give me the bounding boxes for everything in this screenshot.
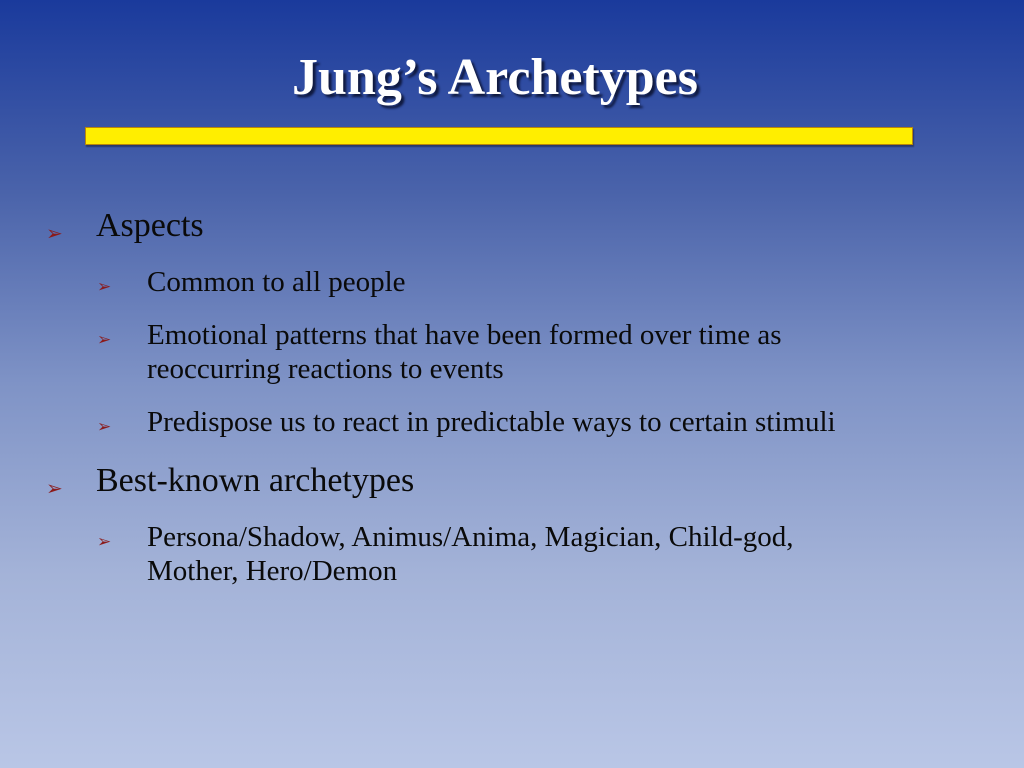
bullet-text-line-1: Emotional patterns that have been formed over time as bbox=[147, 319, 782, 351]
bullet-text-line-2: Mother, Hero/Demon bbox=[147, 555, 398, 587]
arrow-bullet-icon: ➢ bbox=[97, 330, 112, 349]
arrow-bullet-icon: ➢ bbox=[46, 223, 63, 245]
bullet-text: Predispose us to react in predictable ways to certain stimuli bbox=[147, 406, 836, 438]
bullet-text-line-2: reoccurring reactions to events bbox=[147, 353, 504, 385]
slide-title: Jung’s Archetypes bbox=[292, 49, 698, 106]
arrow-bullet-icon: ➢ bbox=[97, 532, 112, 551]
arrow-bullet-icon: ➢ bbox=[97, 417, 112, 436]
arrow-bullet-icon: ➢ bbox=[46, 478, 63, 500]
bullet-text: Aspects bbox=[96, 207, 204, 244]
arrow-bullet-icon: ➢ bbox=[97, 277, 112, 296]
bullet-text: Common to all people bbox=[147, 266, 406, 298]
bullet-text-line-1: Persona/Shadow, Animus/Anima, Magician, Child-god, bbox=[147, 521, 794, 553]
bullet-text: Best-known archetypes bbox=[96, 462, 415, 499]
